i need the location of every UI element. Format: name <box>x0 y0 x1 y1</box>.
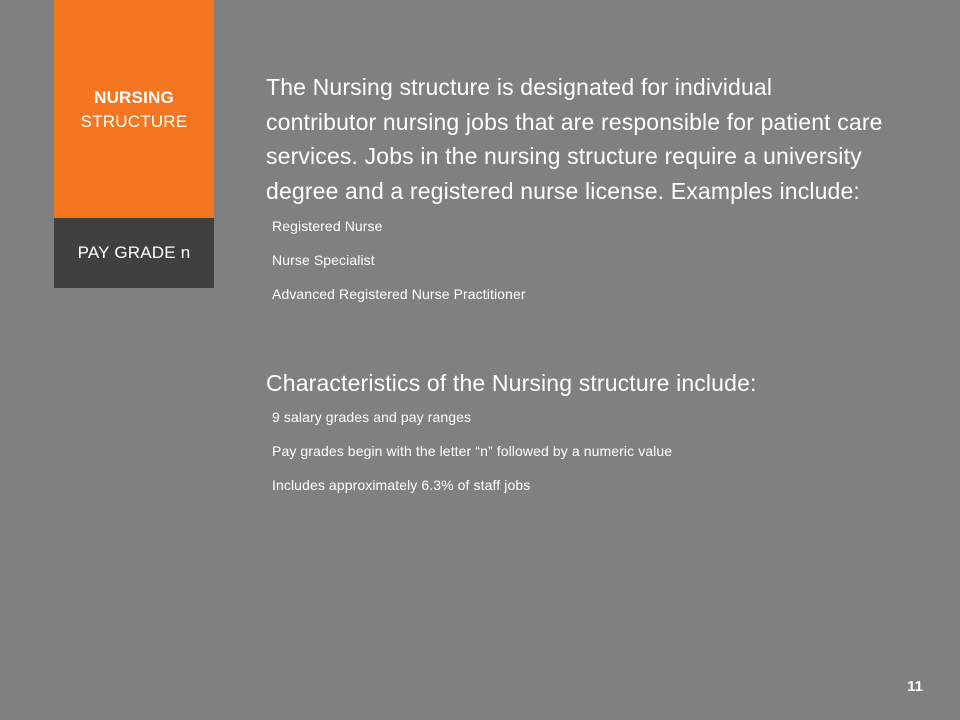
page-number: 11 <box>907 678 923 695</box>
list-item: Pay grades begin with the letter “n” followed by a numeric value <box>272 443 673 459</box>
list-item: Includes approximately 6.3% of staff jobs <box>272 477 531 493</box>
examples-list <box>266 209 886 311</box>
sidebar <box>54 0 214 288</box>
characteristics-heading: Characteristics of the Nursing structure include: <box>266 370 757 396</box>
section-title-line1: NURSING <box>94 88 174 107</box>
section-title-block <box>54 0 214 218</box>
intro-paragraph: The Nursing structure is designated for individual contributor nursing jobs that are responsible for patient care services. Jobs in the nursing structure require a university degree and a registered nurse license. Examples include: <box>266 74 883 204</box>
list-item: 9 salary grades and pay ranges <box>272 409 472 425</box>
section-title-line2: STRUCTURE <box>80 112 188 131</box>
list-item: Registered Nurse <box>272 218 383 234</box>
main-content <box>266 70 886 502</box>
pay-grade-label: PAY GRADE n <box>54 218 214 288</box>
characteristics-list <box>266 400 886 502</box>
list-item: Nurse Specialist <box>272 252 375 268</box>
list-item: Advanced Registered Nurse Practitioner <box>272 286 526 302</box>
